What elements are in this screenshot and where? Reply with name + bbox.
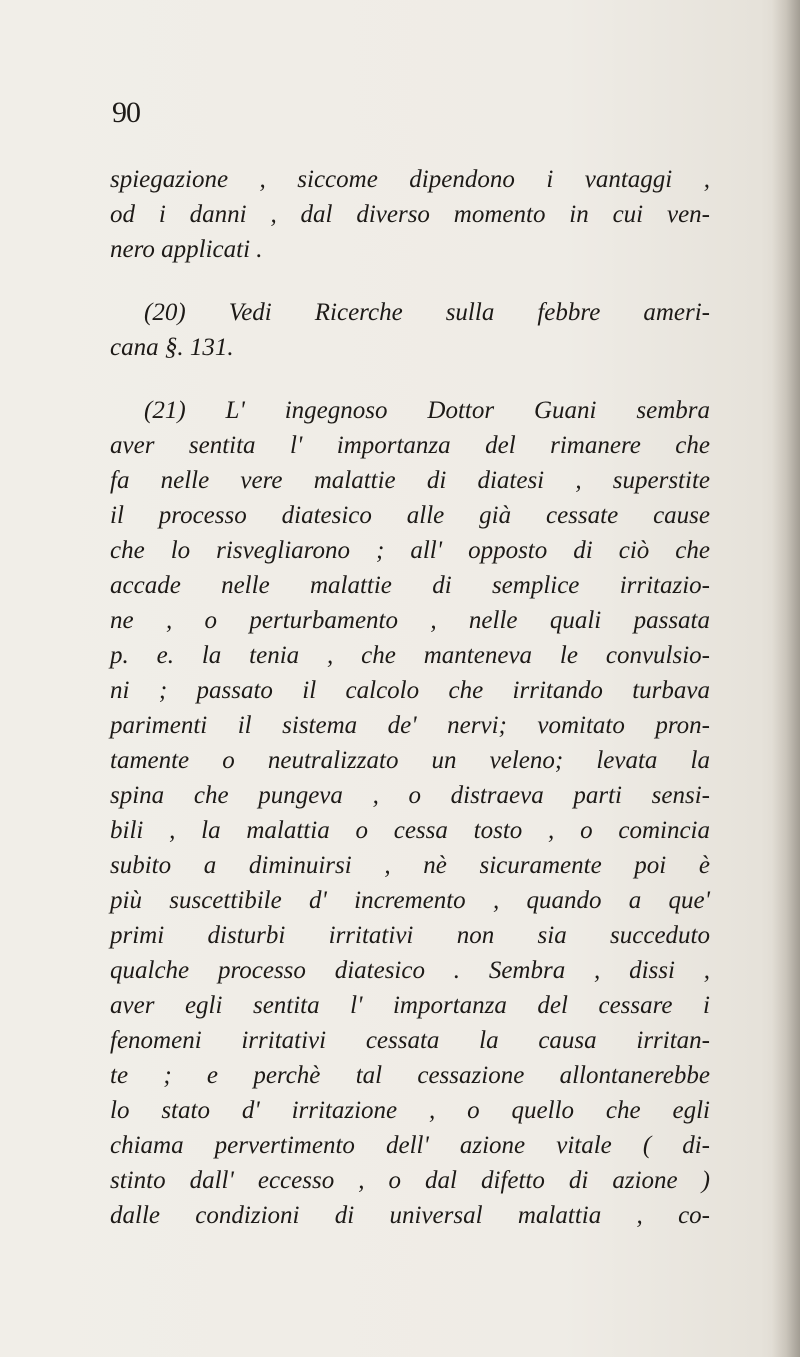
text-line: primi disturbi irritativi non sia succeduto	[110, 922, 710, 949]
text-line: più suscettibile d' incremento , quando a que'	[110, 887, 710, 914]
footnote-21	[110, 393, 710, 1233]
text-line: nero applicati .	[110, 236, 263, 263]
text-line: cana §. 131.	[110, 334, 234, 361]
text-line: od i danni , dal diverso momento in cui ven-	[110, 201, 710, 228]
text-line: aver sentita l' importanza del rimanere che	[110, 432, 710, 459]
text-line: (20) Vedi Ricerche sulla febbre ameri-	[144, 299, 710, 326]
text-line: te ; e perchè tal cessazione allontanerebbe	[110, 1062, 710, 1089]
paragraph-continuation	[110, 162, 710, 267]
text-line: (21) L' ingegnoso Dottor Guani sembra	[144, 397, 710, 424]
text-line: tamente o neutralizzato un veleno; levata la	[110, 747, 710, 774]
page-edge-shadow	[772, 0, 800, 1357]
text-line: ne , o perturbamento , nelle quali passata	[110, 607, 710, 634]
text-line: stinto dall' eccesso , o dal difetto di azione )	[110, 1167, 710, 1194]
text-line: accade nelle malattie di semplice irritazio-	[110, 572, 710, 599]
text-line: qualche processo diatesico . Sembra , dissi ,	[110, 957, 710, 984]
text-line: chiama pervertimento dell' azione vitale ( di-	[110, 1132, 710, 1159]
text-line: parimenti il sistema de' nervi; vomitato pron-	[110, 712, 710, 739]
body-text	[110, 162, 710, 1233]
footnote-20	[110, 295, 710, 365]
text-line: subito a diminuirsi , nè sicuramente poi è	[110, 852, 710, 879]
text-line: spiegazione , siccome dipendono i vantaggi ,	[110, 166, 710, 193]
text-line: p. e. la tenia , che manteneva le convulsio-	[110, 642, 710, 669]
text-line: fa nelle vere malattie di diatesi , superstite	[110, 467, 710, 494]
text-line: dalle condizioni di universal malattia , co-	[110, 1202, 710, 1229]
text-line: il processo diatesico alle già cessate cause	[110, 502, 710, 529]
page-number: 90	[112, 96, 140, 129]
text-line: lo stato d' irritazione , o quello che egli	[110, 1097, 710, 1124]
text-line: ni ; passato il calcolo che irritando turbava	[110, 677, 710, 704]
text-line: aver egli sentita l' importanza del cessare i	[110, 992, 710, 1019]
text-line: bili , la malattia o cessa tosto , o comincia	[110, 817, 710, 844]
text-line: fenomeni irritativi cessata la causa irritan-	[110, 1027, 710, 1054]
text-line: spina che pungeva , o distraeva parti sensi-	[110, 782, 710, 809]
text-line: che lo risvegliarono ; all' opposto di ciò che	[110, 537, 710, 564]
